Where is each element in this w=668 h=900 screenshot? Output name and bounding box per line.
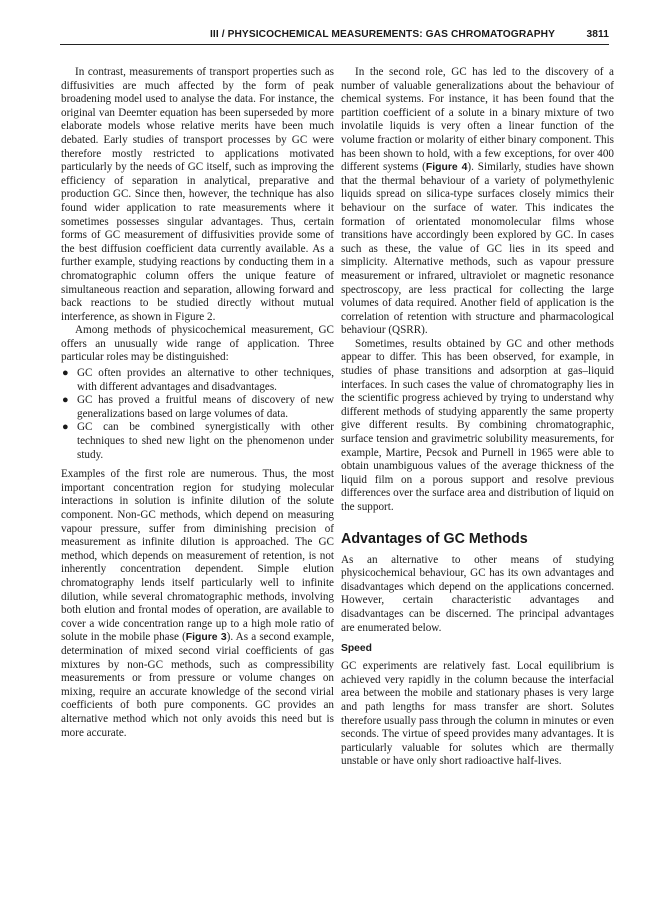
paragraph: Among methods of physicochemical measurement, GC offers an unusually wide range of application. Three particular roles may be distinguished:: [61, 324, 334, 364]
paragraph: As an alternative to other means of studying physicochemical behaviour, GC has its own advantages and disadvantages which depend on the applications concerned. However, certain characteristic advantages and disadvantages can be discerned. The principal advantages are enumerated below.: [341, 553, 614, 634]
paragraph-text: In the second role, GC has led to the discovery of a number of valuable generalizations about the behaviour of chemical systems. For instance, it has been found that the partition coefficient of a solute in a binary mixture of two involatile liquids is very often a linear function of the volume fraction or molarity of either binary component. This has been shown to hold, with a few exceptions, for over 400 different systems (: [341, 66, 614, 174]
paragraph: GC experiments are relatively fast. Local equilibrium is achieved very rapidly in the column because the interfacial area between the mobile and stationary phases is very large and path lengths for mass transfer are short. Solutes therefore usually pass through the column in minutes or even seconds. The virtue of speed provides many advantages. It is particularly valuable for solutes which are thermally unstable or have only short radioactive half-lives.: [341, 660, 614, 768]
paragraph: In contrast, measurements of transport properties such as diffusivities are much affected by the form of peak broadening model used to analyse the data. For instance, the original van Deemter equation has been superseded by more elaborate models whose relative merits have been much debated. Early studies of transport processes by GC were therefore mostly restricted to applications motivated particularly by the needs of GC itself, such as improving the efficiency of separation in analytical, preparative and production GC. Since then, however, the technique has also found wider application to rate measurements where it sometimes possesses singular advantages. Thus, certain forms of GC measurement of diffusivities provide some of the best diffusion coefficient data currently available. As a further example, studying reactions by conducting them in a chromatographic column offers the unique feature of simultaneous reaction and separation, allowing forward and back reactions to be studied directly without mutual interference, as shown in Figure 2.: [61, 66, 334, 323]
list-item-text: GC has proved a fruitful means of discovery of new generalizations based on large volumes of data.: [77, 394, 334, 420]
running-header: [60, 22, 609, 45]
bullet-icon: ●: [62, 367, 69, 380]
running-head-title: III / PHYSICOCHEMICAL MEASUREMENTS: GAS CHROMATOGRAPHY: [209, 29, 555, 40]
section-heading: Advantages of GC Methods: [341, 530, 528, 547]
subsection-heading: Speed: [341, 643, 372, 655]
paragraph-text: ). As a second example, determination of mixed second virial coefficients of gas mixtures by non-GC methods, such as compressibility measurements or from pressure or volume changes on mixing, require an accurate knowledge of the second virial coefficients of both pure components. GC provides an alternative method which not only avoids this need but is more accurate.: [61, 631, 334, 739]
list-item: [61, 394, 334, 421]
left-column: [61, 66, 334, 740]
list-item-text: GC can be combined synergistically with other techniques to shed new light on the phenomenon under study.: [77, 421, 334, 461]
list-item: [61, 367, 334, 394]
list-item: [61, 421, 334, 462]
paragraph-text: Examples of the first role are numerous. Thus, the most important concentration region for studying molecular interactions in solution is infinite dilution of the solute component. Non-GC methods, which depend on measuring vapour pressure, suffer from diminishing precision of measurement as infinite dilution is approached. The GC method, which depends on measurement of retention, is not inherently concentration dependent. Simple elution chromatography lends itself particularly well to infinite dilution, while several chromatographic methods, involving both elution and frontal modes of operation, are available to cover a wide concentration range up to a high mole ratio of solute in the mobile phase (: [61, 468, 334, 644]
paragraph: Sometimes, results obtained by GC and other methods appear to differ. This has been observed, for example, in studies of phase transitions and adsorption at gas–liquid interfaces. In such cases the value of chromatography lies in the scientific progress achieved by trying to understand why different methods of studying apparently the same property give different results. By combining chromatographic, surface tension and gravimetric solubility measurements, for example, Martire, Pecsok and Purnell in 1965 were able to obtain unambiguous values of the average thickness of the liquid film on a porous support and resolve previous differences over the surface area and distribution of liquid on the support.: [341, 337, 614, 513]
figure-reference[interactable]: Figure 4: [425, 162, 468, 174]
bullet-icon: ●: [62, 394, 69, 407]
list-item-text: GC often provides an alternative to other techniques, with different advantages and disadvantages.: [77, 367, 334, 393]
figure-reference[interactable]: Figure 3: [185, 632, 227, 644]
page-number: 3811: [586, 29, 609, 40]
bullet-icon: ●: [62, 421, 69, 434]
paragraph: [61, 468, 334, 740]
roles-list: [61, 367, 334, 462]
paragraph: [341, 66, 614, 338]
paragraph-text: ). Similarly, studies have shown that the thermal behaviour of a variety of polymethylenic liquids spread on silica-type surfaces closely mimics their behaviour on the surface of water. This indicates the formation of orientated monomolecular films whose transitions have accordingly been explored by GC. In cases such as these, the value of GC lies in its speed and simplicity. Alternative methods, such as vapour pressure measurement or infrared, ultraviolet or magnetic resonance spectroscopy, are less practical for collecting the large volumes of data required. Another field of application is the correlation of retention with structure and pharmacological behaviour (QSRR).: [341, 161, 614, 337]
right-column: [341, 66, 614, 769]
